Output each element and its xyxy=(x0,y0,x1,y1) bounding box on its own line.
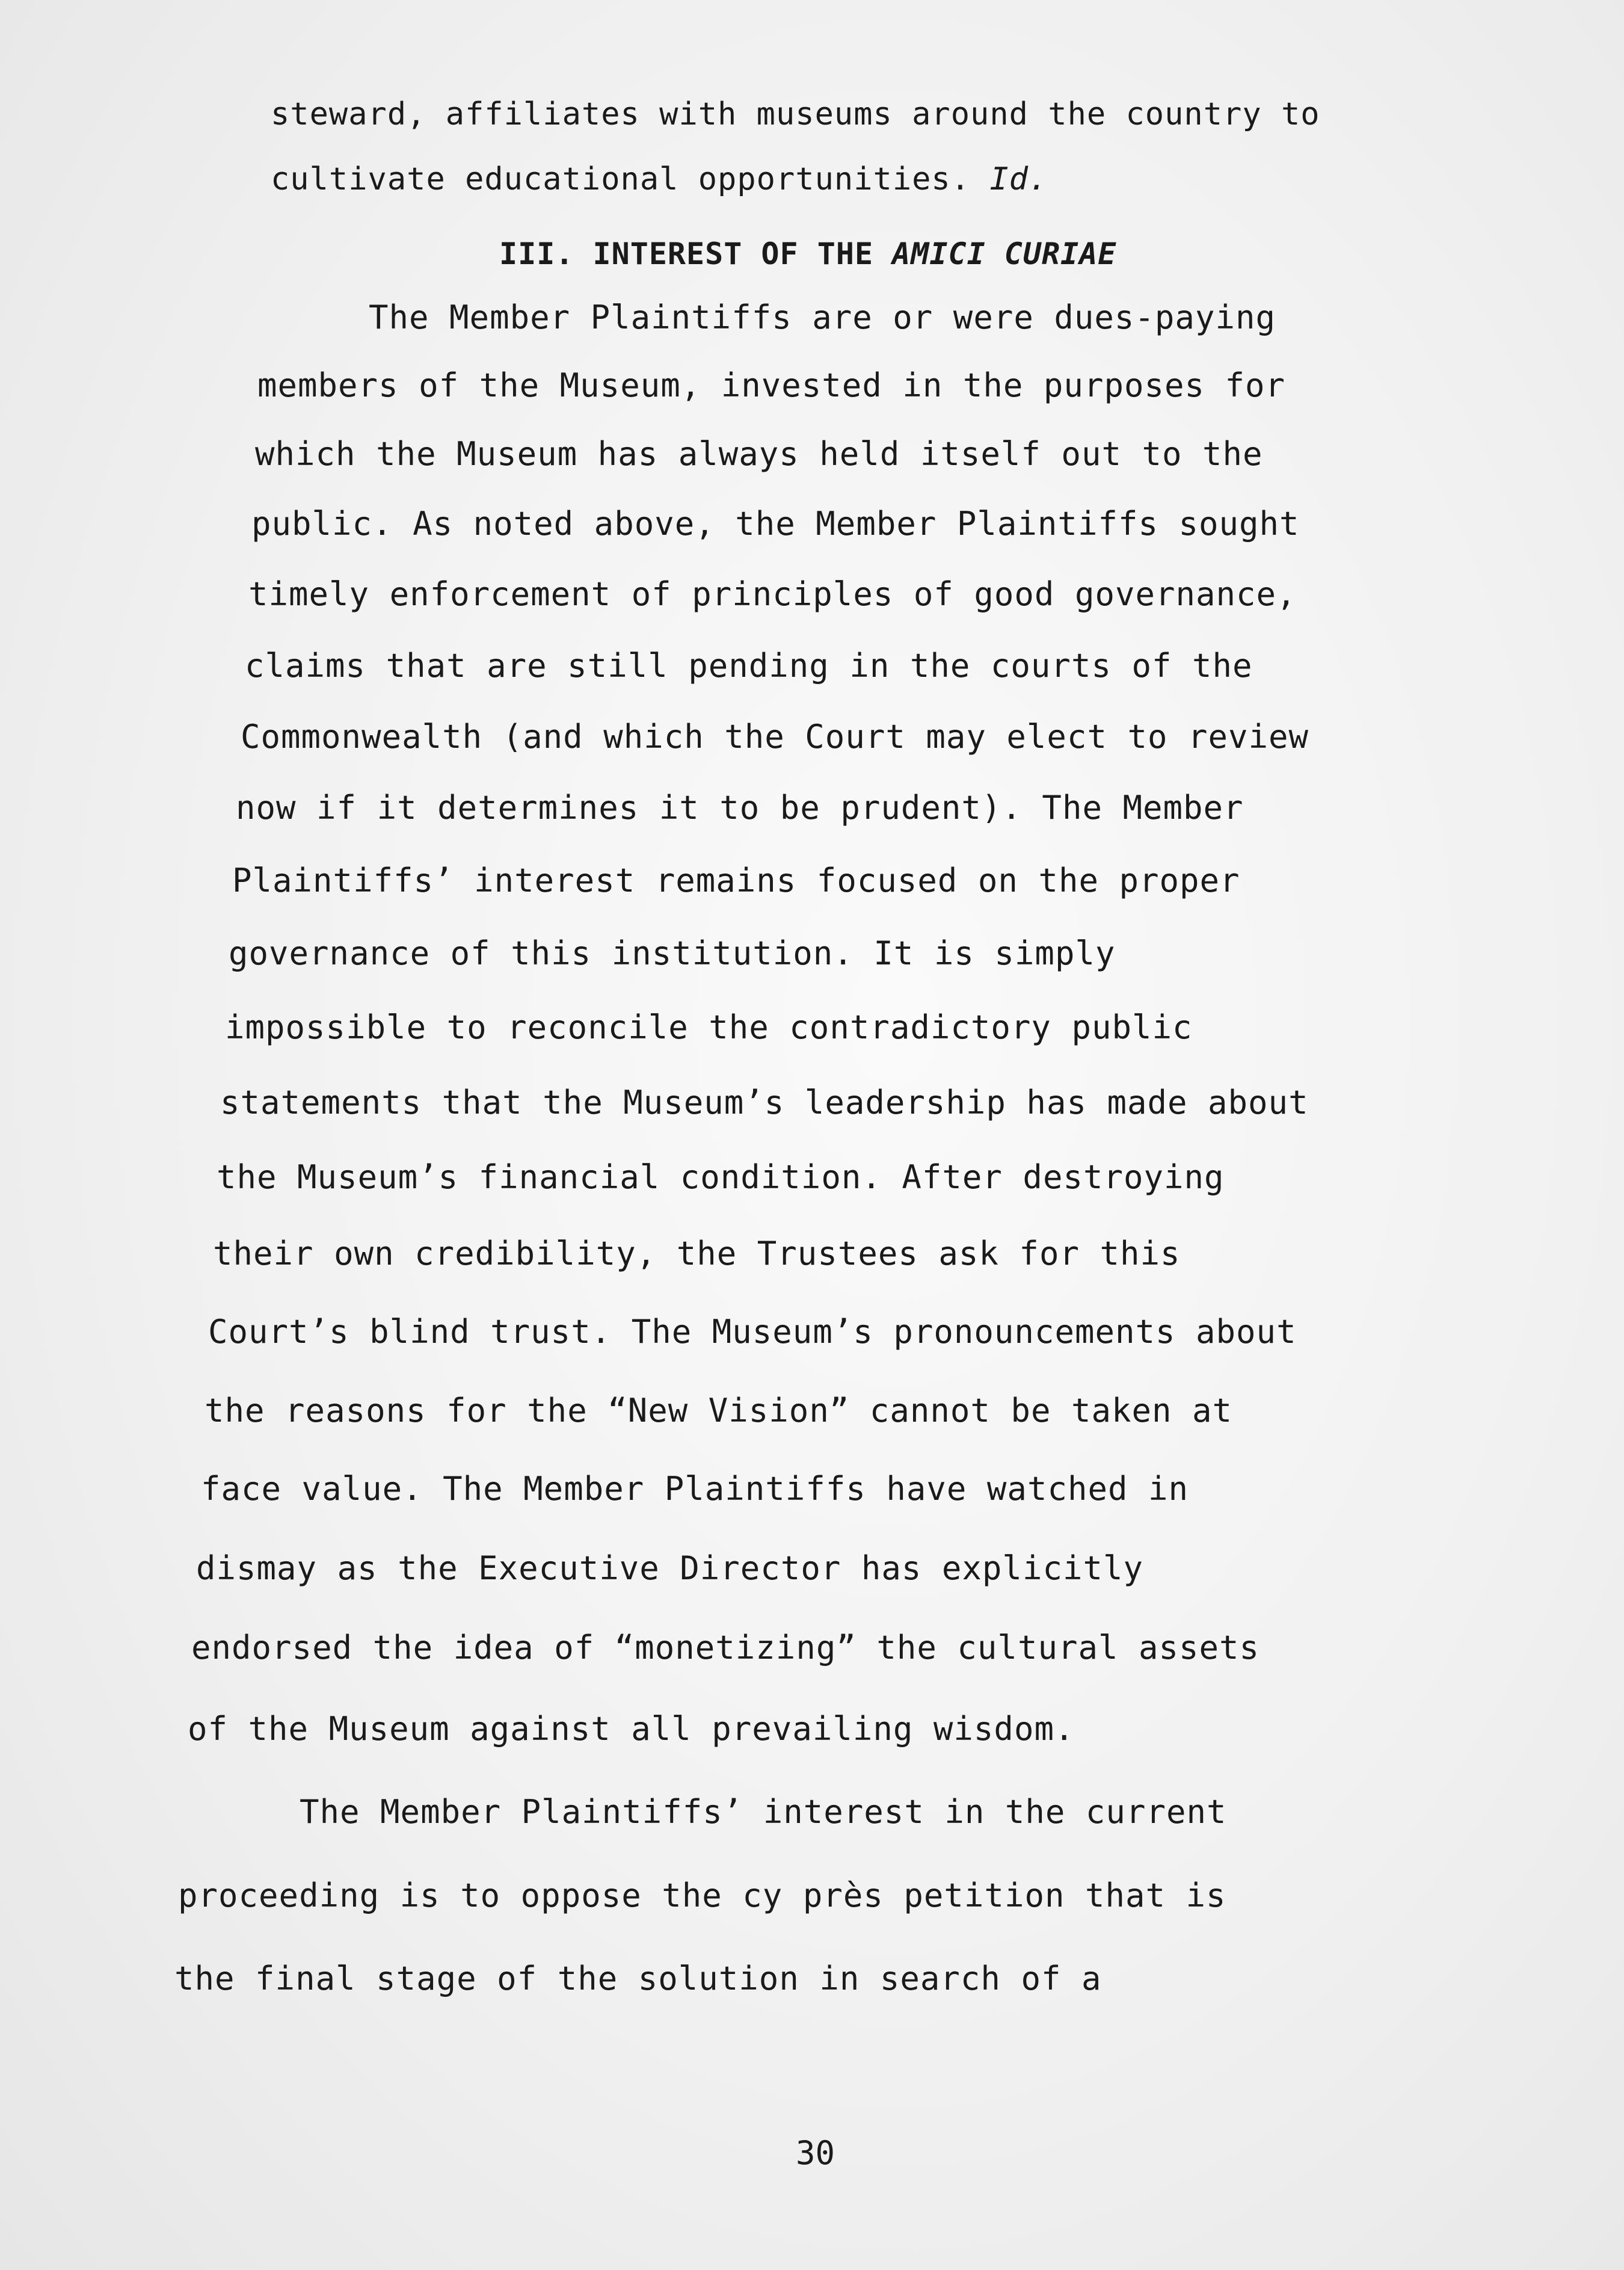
body-line: of the Museum against all prevailing wisdom. xyxy=(188,1710,1075,1748)
body-line-text: cultivate educational opportunities. xyxy=(271,161,971,197)
body-line: governance of this institution. It is simply xyxy=(229,934,1116,972)
section-heading-prefix: III. INTEREST OF THE xyxy=(499,236,874,271)
body-line: public. As noted above, the Member Plaintiffs sought xyxy=(251,505,1300,543)
body-line: The Member Plaintiffs’ interest in the current xyxy=(300,1793,1227,1831)
page-number: 30 xyxy=(796,2134,835,2172)
body-line: dismay as the Executive Director has explicitly xyxy=(196,1549,1144,1587)
body-line xyxy=(271,161,1048,197)
body-line: Court’s blind trust. The Museum’s pronouncements about xyxy=(208,1313,1297,1351)
body-line: The Member Plaintiffs are or were dues-paying xyxy=(369,298,1276,336)
body-line: claims that are still pending in the courts of the xyxy=(245,647,1253,685)
body-line: Plaintiffs’ interest remains focused on the proper xyxy=(232,862,1240,899)
body-line: Commonwealth (and which the Court may elect to review xyxy=(241,718,1309,756)
body-line: steward, affiliates with museums around the country to xyxy=(271,96,1320,132)
citation-id: Id. xyxy=(989,161,1048,197)
body-line: the final stage of the solution in search of a xyxy=(174,1960,1102,1997)
body-line: face value. The Member Plaintiffs have watched in xyxy=(201,1470,1189,1508)
body-line: now if it determines it to be prudent). The Member xyxy=(236,789,1244,827)
body-line: impossible to reconcile the contradictory public xyxy=(225,1008,1193,1046)
section-heading xyxy=(499,236,1117,271)
body-line: proceeding is to oppose the cy près petition that is xyxy=(178,1877,1226,1914)
body-line: which the Museum has always held itself out to the xyxy=(255,435,1263,473)
body-line: the reasons for the “New Vision” cannot be taken at xyxy=(205,1392,1233,1430)
body-line: members of the Museum, invested in the purposes for xyxy=(257,366,1286,404)
body-line: their own credibility, the Trustees ask for this xyxy=(213,1235,1181,1272)
body-line: statements that the Museum’s leadership has made about xyxy=(220,1084,1309,1121)
body-line: the Museum’s financial condition. After destroying xyxy=(217,1158,1225,1196)
body-line: timely enforcement of principles of good governance, xyxy=(248,575,1297,613)
body-line: endorsed the idea of “monetizing” the cultural assets xyxy=(191,1629,1260,1667)
section-heading-italic: AMICI CURIAE xyxy=(892,236,1117,271)
